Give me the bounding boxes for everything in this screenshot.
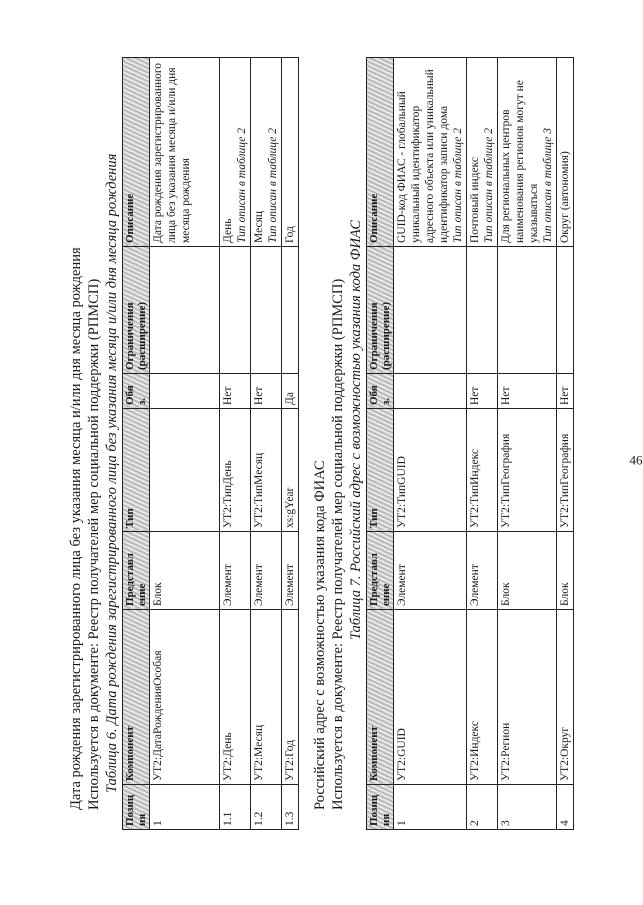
description-note: Тип описан в таблице 3 [542,128,554,243]
header-required: Обя з. [367,374,394,409]
cell-component: УТ2:ДатаРожденияОсобая [150,610,220,785]
cell-description [498,58,557,247]
cell-required: Нет [557,374,574,409]
cell-component: УТ2:День [220,610,251,785]
section2-title: Российский адрес с возможностью указания кода ФИАС [312,460,328,810]
cell-required: Да [282,374,299,409]
cell-restrictions [220,247,251,374]
cell-restrictions [498,247,557,374]
description-text: Месяц [253,210,265,243]
cell-position: 4 [557,785,574,830]
cell-description [220,58,251,247]
header-position: Позиц ия [123,785,150,830]
section1-usage: Используется в документе: Реестр получателей мер социальной поддержки (РПМСП) [86,278,102,810]
description-note: Тип описан в таблице 2 [236,128,248,243]
description-text: Почтовый индекс [469,156,481,243]
table7-header-row [367,58,394,830]
cell-position: 3 [498,785,557,830]
header-component: Компонент [367,610,394,785]
description-text: Дата рождения зарегистрированного лица без указания месяца и/или дня месяца рождения [152,62,192,243]
section1-title: Дата рождения зарегистрированного лица без указания месяца и/или дня месяца рождения [68,247,84,810]
cell-position: 1.3 [282,785,299,830]
cell-type: УТ2:ТипGUID [394,409,467,532]
cell-description [150,58,220,247]
table-row [498,58,557,830]
table6 [122,57,299,830]
cell-type: УТ2:ТипДень [220,409,251,532]
table-row [467,58,498,830]
cell-restrictions [394,247,467,374]
description-note: Тип описан в таблице 2 [267,128,279,243]
table6-caption: Таблица 6. Дата рождения зарегистрированного лица без указания месяца и/или дня месяца рождения [104,153,120,793]
cell-description [251,58,282,247]
cell-type [150,409,220,532]
description-text: День [222,218,234,243]
cell-required [150,374,220,409]
cell-description [282,58,299,247]
cell-type: УТ2:ТипИндекс [467,409,498,532]
cell-description [394,58,467,247]
cell-type: УТ2:ТипГеография [498,409,557,532]
table-row [150,58,220,830]
cell-type: УТ2:ТипМесяц [251,409,282,532]
cell-component: УТ2:Месяц [251,610,282,785]
description-text: GUID-код ФИАС - глобальный уникальный идентификатор адресного объекта или уникальный идентификатор записи дома [396,69,450,243]
header-restrictions: Ограничения (расширение) [367,247,394,374]
cell-position: 1 [150,785,220,830]
cell-representation: Блок [557,532,574,610]
header-component: Компонент [123,610,150,785]
cell-component: УТ2:Регион [498,610,557,785]
table6-header-row [123,58,150,830]
cell-representation: Элемент [282,532,299,610]
cell-representation: Блок [150,532,220,610]
cell-component: УТ2:Индекс [467,610,498,785]
cell-required: Нет [467,374,498,409]
table7-caption: Таблица 7. Российский адрес с возможностью указания кода ФИАС [348,219,364,640]
cell-description [557,58,574,247]
header-type: Тип [367,409,394,532]
cell-required: Нет [251,374,282,409]
cell-position: 1.2 [251,785,282,830]
cell-representation: Элемент [467,532,498,610]
header-representation: Представл ение [367,532,394,610]
cell-description [467,58,498,247]
cell-position: 1.1 [220,785,251,830]
cell-component: УТ2:Округ [557,610,574,785]
cell-representation: Элемент [394,532,467,610]
table-row [557,58,574,830]
description-text: Для региональных центров наименования регионов могут не указываться [500,80,540,243]
cell-type: УТ2:ТипГеография [557,409,574,532]
description-note: Тип описан в таблице 2 [483,128,495,243]
cell-position: 2 [467,785,498,830]
cell-restrictions [150,247,220,374]
cell-restrictions [251,247,282,374]
cell-type: xs:gYear [282,409,299,532]
table-row [220,58,251,830]
description-note: Тип описан в таблице 2 [452,128,464,243]
header-required: Обя з. [123,374,150,409]
table7 [366,57,574,830]
table-row [394,58,467,830]
header-position: Позиц ия [367,785,394,830]
cell-representation: Элемент [220,532,251,610]
cell-restrictions [467,247,498,374]
cell-component: УТ2:GUID [394,610,467,785]
cell-restrictions [282,247,299,374]
table-row [282,58,299,830]
header-restrictions: Ограничения (расширение) [123,247,150,374]
section2-usage: Используется в документе: Реестр получателей мер социальной поддержки (РПМСП) [330,278,346,810]
description-text: Год [284,226,296,243]
header-description: Описание [367,58,394,247]
cell-restrictions [557,247,574,374]
cell-representation: Элемент [251,532,282,610]
cell-component: УТ2:Год [282,610,299,785]
cell-representation: Блок [498,532,557,610]
cell-position: 1 [394,785,467,830]
cell-required: Нет [498,374,557,409]
header-representation: Представл ение [123,532,150,610]
page-number: 46 [629,452,643,468]
cell-required: Нет [220,374,251,409]
header-type: Тип [123,409,150,532]
header-description: Описание [123,58,150,247]
description-text: Округ (автономия) [559,151,571,243]
cell-required [394,374,467,409]
table-row [251,58,282,830]
